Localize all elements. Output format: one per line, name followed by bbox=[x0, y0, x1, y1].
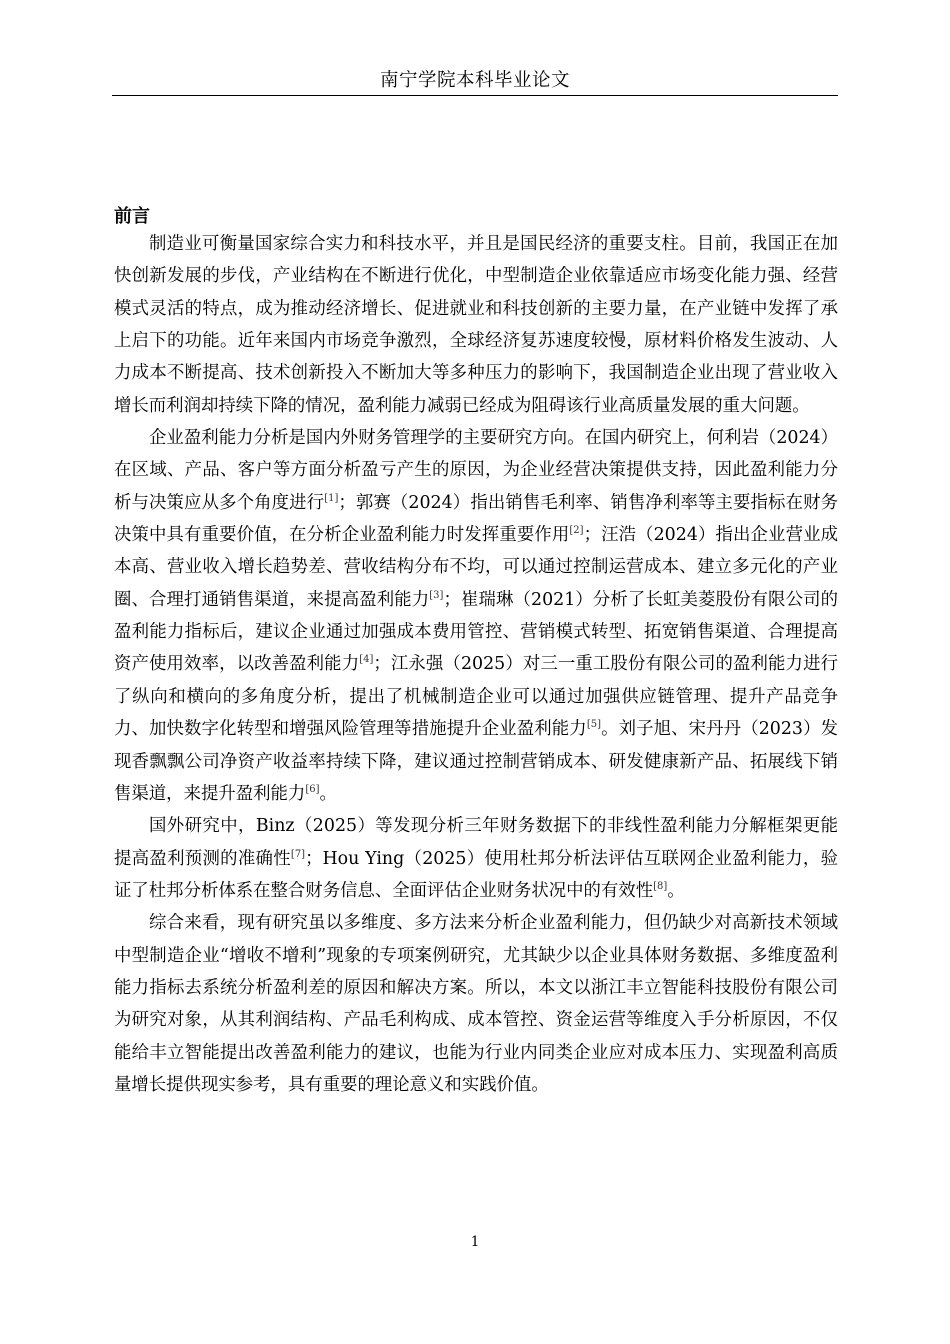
paragraph-text: 。 bbox=[667, 880, 685, 901]
paragraph-foreign-research bbox=[114, 810, 838, 907]
header-divider bbox=[112, 95, 838, 96]
running-header: 南宁学院本科毕业论文 bbox=[379, 70, 570, 91]
paragraph-text: 国外研究中，Binz（2025）等发现分析三年财务数据下的非线性盈利能力分解框架更能提高盈利预测的准确性 bbox=[114, 816, 838, 869]
citation-ref[interactable]: [4] bbox=[359, 654, 374, 666]
paragraph-text: ；崔瑞琳（2021）分析了长虹美菱股份有限公司的盈利能力指标后，建议企业通过加强成本费用管控、营销模式转型、拓宽销售渠道、合理提高资产使用效率，以改善盈利能力 bbox=[114, 589, 838, 675]
paragraph-text: ；Hou Ying（2025）使用杜邦分析法评估互联网企业盈利能力，验证了杜邦分析体系在整合财务信息、全面评估企业财务状况中的有效性 bbox=[114, 848, 838, 901]
paragraph-intro bbox=[114, 228, 838, 422]
paragraph-text: ；郭赛（2024）指出销售毛利率、销售净利率等主要指标在财务决策中具有重要价值，在分析企业盈利能力时发挥重要作用 bbox=[114, 492, 838, 546]
paragraph-summary bbox=[114, 907, 838, 1101]
paragraph-text: 。刘子旭、宋丹丹（2023）发现香飘飘公司净资产收益率持续下降，建议通过控制营销成本、研发健康新产品、拓展线下销售渠道，来提升盈利能力 bbox=[114, 719, 838, 804]
citation-ref[interactable]: [2] bbox=[569, 525, 584, 537]
page-number: 1 bbox=[470, 1234, 480, 1250]
paragraph-text: 企业盈利能力分析是国内外财务管理学的主要研究方向。在国内研究上，何利岩（2024）在区域、产品、客户等方面分析盈亏产生的原因，为企业经营决策提供支持，因此盈利能力分析与决策应从多个角度进行 bbox=[114, 428, 838, 513]
paragraph-text: ；汪浩（2024）指出企业营业成本高、营业收入增长趋势差、营收结构分布不均，可以通过控制运营成本、建立多元化的产业圈、合理打通销售渠道，来提高盈利能力 bbox=[114, 525, 838, 610]
citation-ref[interactable]: [8] bbox=[653, 880, 668, 892]
citation-ref[interactable]: [6] bbox=[305, 783, 320, 795]
paragraph-text: ；江永强（2025）对三一重工股份有限公司的盈利能力进行了纵向和横向的多角度分析，提出了机械制造企业可以通过加强供应链管理、提升产品竞争力、加快数字化转型和增强风险管理等措施提升企业盈利能力 bbox=[114, 654, 838, 740]
paragraph-domestic-research bbox=[114, 422, 838, 810]
citation-ref[interactable]: [5] bbox=[586, 719, 601, 731]
citation-ref[interactable]: [1] bbox=[324, 492, 339, 504]
citation-ref[interactable]: [3] bbox=[429, 589, 444, 601]
citation-ref[interactable]: [7] bbox=[290, 848, 306, 860]
paragraph-text: 。 bbox=[319, 783, 337, 804]
paragraph-text: 综合来看，现有研究虽以多维度、多方法来分析企业盈利能力，但仍缺少对高新技术领域中型制造企业“增收不增利”现象的专项案例研究，尤其缺少以企业具体财务数据、多维度盈利能力指标去系统分析盈利差的原因和解决方案。所以，本文以浙江丰立智能科技股份有限公司为研究对象，从其利润结构、产品毛利构成、成本管控、资金运营等维度入手分析原因，不仅能给丰立智能提出改善盈利能力的建议，也能为行业内同类企业应对成本压力、实现盈利高质量增长提供现实参考，具有重要的理论意义和实践价值。 bbox=[114, 913, 838, 1095]
body-text bbox=[114, 228, 838, 1101]
paragraph-text: 制造业可衡量国家综合实力和科技水平，并且是国民经济的重要支柱。目前，我国正在加快创新发展的步伐，产业结构在不断进行优化，中型制造企业依靠适应市场变化能力强、经营模式灵活的特点，成为推动经济增长、促进就业和科技创新的主要力量，在产业链中发挥了承上启下的功能。近年来国内市场竞争激烈，全球经济复苏速度较慢，原材料价格发生波动、人力成本不断提高、技术创新投入不断加大等多种压力的影响下，我国制造企业出现了营业收入增长而利润却持续下降的情况，盈利能力减弱已经成为阻碍该行业高质量发展的重大问题。 bbox=[114, 234, 838, 416]
section-title: 前言 bbox=[114, 206, 150, 227]
